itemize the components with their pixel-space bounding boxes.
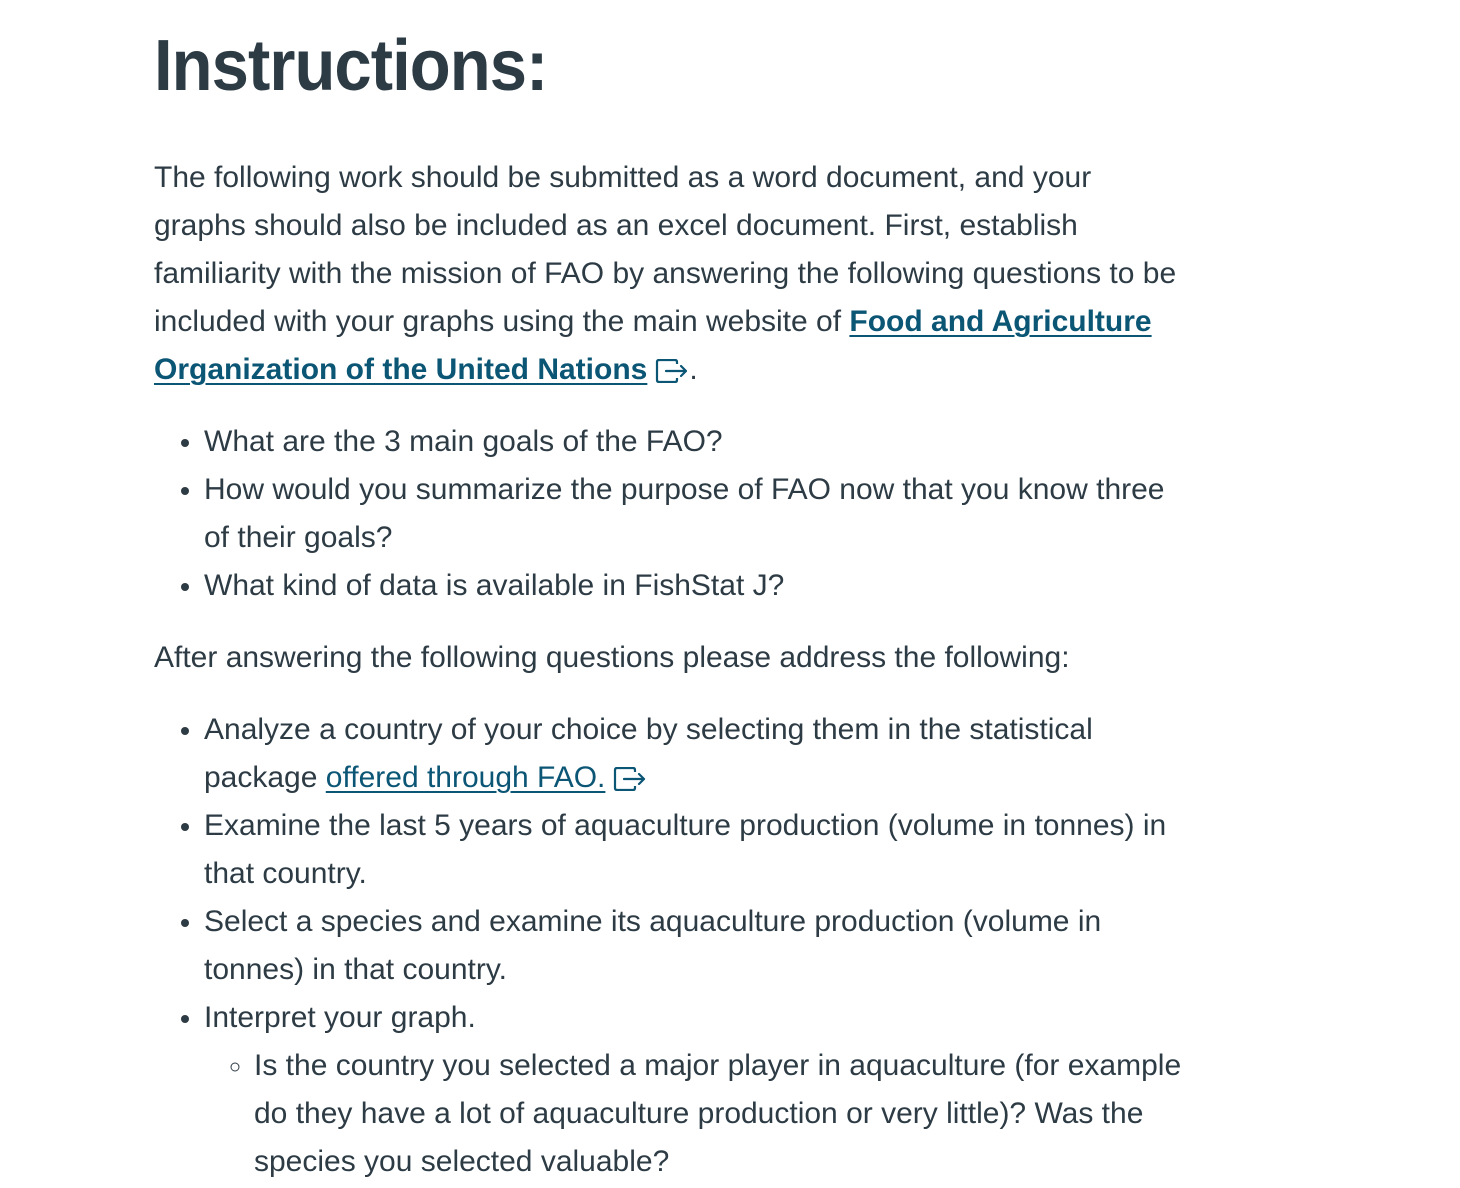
assignment-content	[154, 0, 1184, 1186]
external-link-icon	[613, 767, 647, 791]
list-item: • How would you summarize the purpose of FAO now that you know three of their goals?	[204, 466, 1184, 562]
interpret-sublist	[204, 1042, 1184, 1186]
list-item: ◦ Is the country you selected a major player in aquaculture (for example do they have a lot of aquaculture production or very little)? Was the species you selected valuable?	[254, 1042, 1184, 1186]
fao-statistics-link-label: offered through FAO.	[325, 761, 606, 794]
analyze-text: Analyze a country of your choice by selecting them in the statistical package	[204, 713, 1093, 794]
intro-trailing-period: .	[689, 353, 698, 386]
list-item: • Select a species and examine its aquaculture production (volume in tonnes) in that country.	[204, 898, 1184, 994]
list-item	[204, 706, 1184, 802]
tasks-list	[154, 706, 1184, 1186]
list-item: • Examine the last 5 years of aquaculture production (volume in tonnes) in that country.	[204, 802, 1184, 898]
interpret-text: Interpret your graph.	[204, 1001, 476, 1034]
intro-paragraph	[154, 154, 1184, 394]
questions-list	[154, 418, 1184, 610]
list-item: • What kind of data is available in FishStat J?	[204, 562, 1184, 610]
fao-website-link-label: Food and Agriculture Organization of the United Nations	[154, 305, 1152, 386]
list-item: • What are the 3 main goals of the FAO?	[204, 418, 1184, 466]
fao-statistics-link[interactable]	[326, 761, 606, 794]
list-item	[204, 994, 1184, 1186]
intro-text: The following work should be submitted as a word document, and your graphs should also be included as an excel document. First, establish familiarity with the mission of FAO by answering the following questions to be included with your graphs using the main website of	[154, 161, 1177, 338]
after-paragraph: After answering the following questions please address the following:	[154, 641, 1070, 674]
external-link-icon	[655, 359, 689, 383]
page-title: Instructions:	[154, 26, 548, 106]
